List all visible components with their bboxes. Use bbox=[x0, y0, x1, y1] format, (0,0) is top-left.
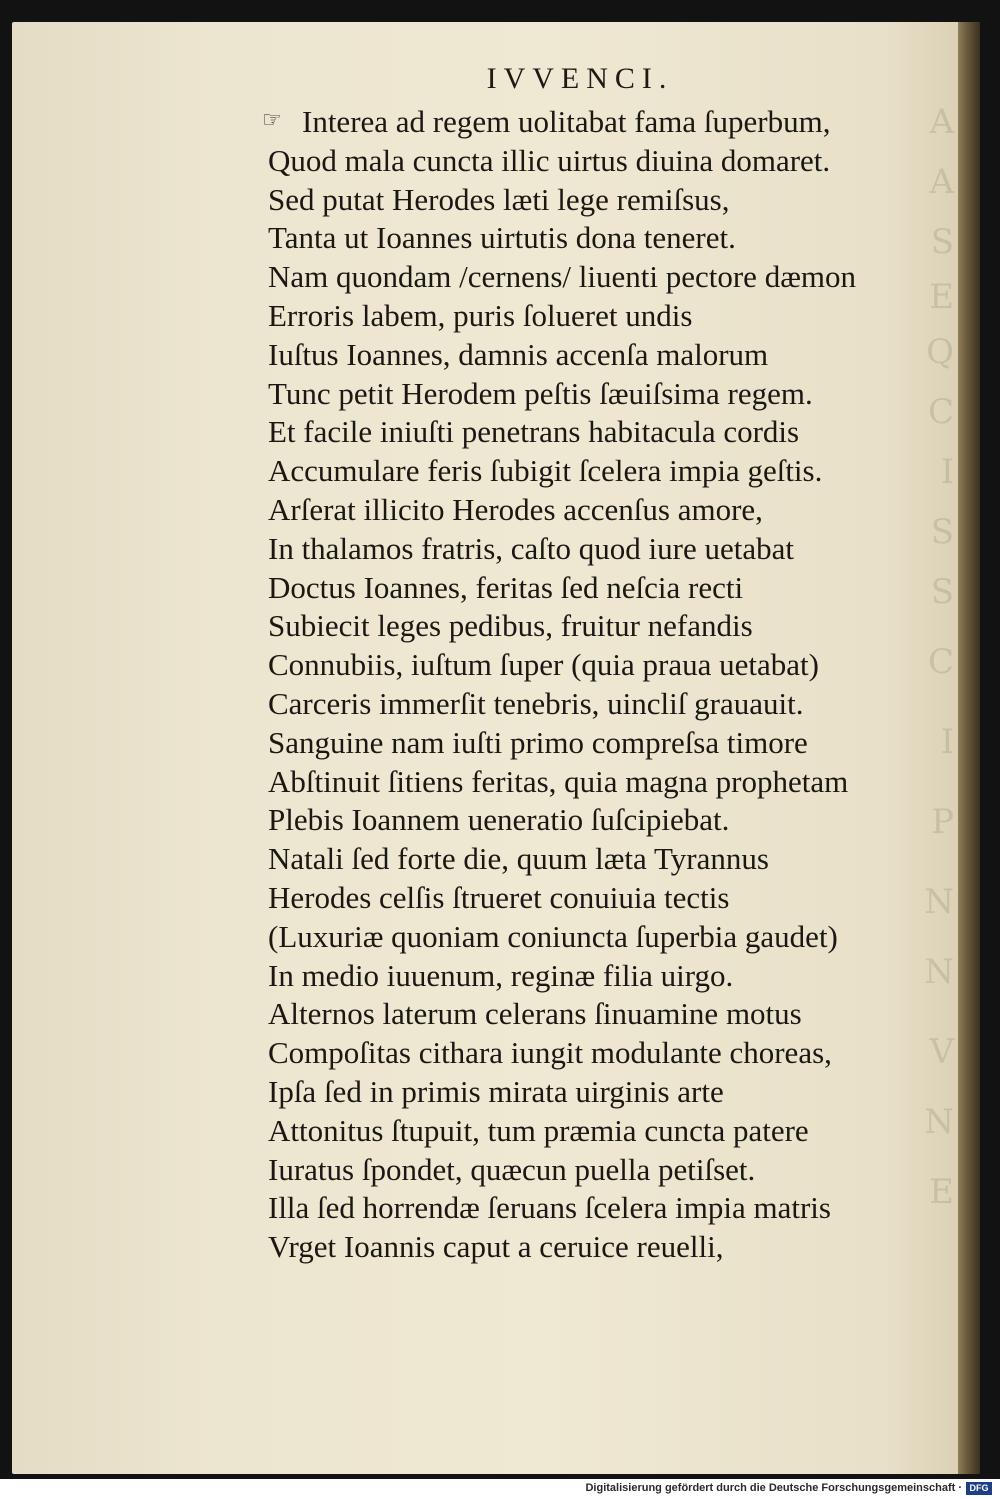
verse-line: Arſerat illicito Herodes accenſus amore, bbox=[268, 491, 763, 527]
verse-line: Natali ſed forte die, quum læta Tyrannus bbox=[268, 841, 769, 877]
bleed-through-letters: A A S E Q C I S S C I P N N V N E bbox=[924, 102, 954, 1212]
verse-line: Quod mala cuncta illic uirtus diuina domaret. bbox=[268, 142, 831, 178]
verse-line: Illa ſed horrendæ ſeruans ſcelera impia matris bbox=[268, 1190, 831, 1226]
funding-credit: Digitalisierung gefördert durch die Deutsche Forschungsgemeinschaft · bbox=[585, 1482, 962, 1494]
verse-line: In thalamos fratris, caſto quod iure uetabat bbox=[268, 530, 794, 566]
verse-line: Sed putat Herodes læti lege remiſsus, bbox=[268, 181, 730, 217]
digitization-footer bbox=[0, 1479, 1000, 1499]
verse-line: Tunc petit Herodem peſtis ſæuiſsima regem. bbox=[268, 375, 813, 411]
verse-line: Nam quondam /cernens/ liuenti pectore dæmon bbox=[268, 259, 856, 295]
verse-line: Subiecit leges pedibus, fruitur nefandis bbox=[268, 608, 753, 644]
dfg-logo[interactable]: DFG bbox=[966, 1482, 992, 1495]
verse-line: (Luxuriæ quoniam coniuncta ſuperbia gaudet) bbox=[268, 918, 838, 954]
verse-line: Interea ad regem uolitabat fama ſuperbum, bbox=[302, 104, 831, 139]
running-head: IVVENCI. bbox=[486, 62, 674, 95]
verse-line: Accumulare feris ſubigit ſcelera impia geſtis. bbox=[268, 453, 823, 489]
verse-line: Doctus Ioannes, feritas ſed neſcia recti bbox=[268, 569, 744, 605]
manicule-icon: ☞ bbox=[262, 108, 282, 133]
verse-line: Tanta ut Ioannes uirtutis dona teneret. bbox=[268, 220, 736, 256]
verse-line: Iuſtus Ioannes, damnis accenſa malorum bbox=[268, 336, 769, 372]
verse-line: Erroris labem, puris ſolueret undis bbox=[268, 297, 693, 333]
verse-line: Plebis Ioannem ueneratio ſuſcipiebat. bbox=[268, 802, 730, 838]
verse-line: Abſtinuit ſitiens feritas, quia magna prophetam bbox=[268, 763, 849, 799]
verse-line: Carceris immerſit tenebris, uincliſ grauauit. bbox=[268, 685, 804, 721]
verse-line: Iuratus ſpondet, quæcun puella petiſset. bbox=[268, 1151, 756, 1187]
verse-line: In medio iuuenum, reginæ filia uirgo. bbox=[268, 957, 734, 993]
verse-line: Alternos laterum celerans ſinuamine motus bbox=[268, 996, 802, 1032]
verse-line: Et facile iniuſti penetrans habitacula cordis bbox=[268, 414, 800, 450]
verse-line: Sanguine nam iuſti primo compreſsa timore bbox=[268, 724, 808, 760]
verse-line: Ipſa ſed in primis mirata uirginis arte bbox=[268, 1073, 724, 1109]
book-binding-edge bbox=[958, 22, 980, 1474]
verse-line: Connubiis, iuſtum ſuper (quia praua uetabat) bbox=[268, 647, 819, 683]
verse-line: Compoſitas cithara iungit modulante choreas, bbox=[268, 1035, 832, 1071]
verse-line: Herodes celſis ſtrueret conuiuia tectis bbox=[268, 879, 730, 915]
verse-block bbox=[268, 103, 948, 1267]
verse-line: Vrget Ioannis caput a ceruice reuelli, bbox=[268, 1229, 724, 1265]
verse-line: Attonitus ſtupuit, tum præmia cuncta patere bbox=[268, 1112, 809, 1148]
